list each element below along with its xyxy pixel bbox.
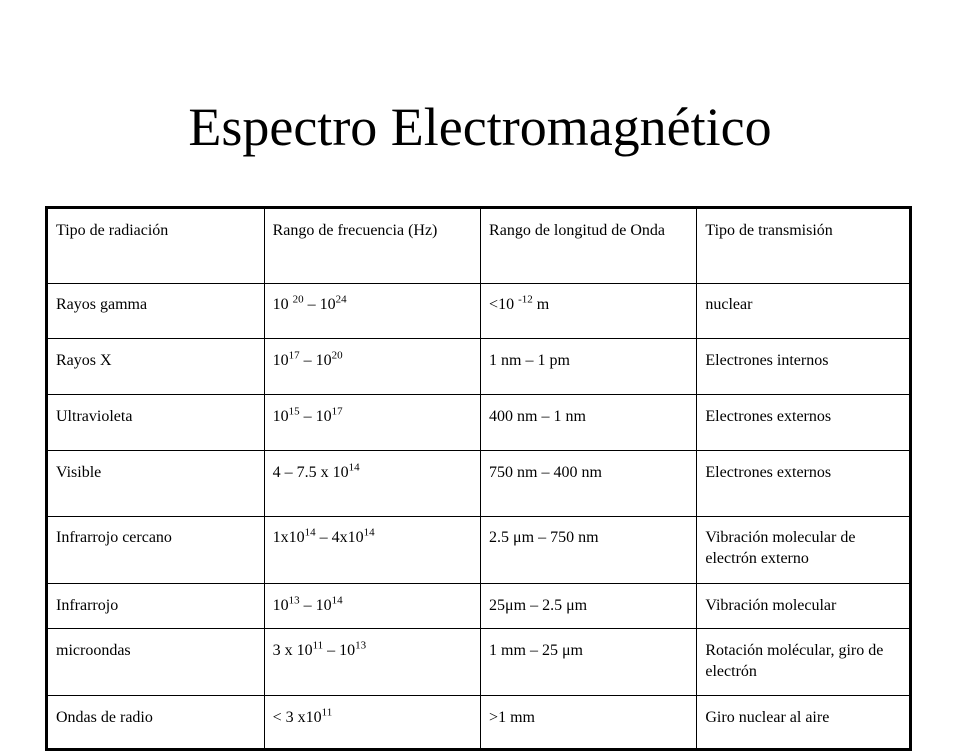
freq-separator: – 10 <box>299 408 332 425</box>
freq-base-a: 10 <box>272 352 289 369</box>
table-row <box>47 395 911 451</box>
table-header-row <box>47 208 911 284</box>
table-row <box>47 584 911 629</box>
freq-exponent-a: 13 <box>288 594 300 607</box>
cell-rango-frecuencia <box>264 339 480 395</box>
length-unit: m <box>532 296 550 313</box>
header-cell-tipo-transmision: Tipo de transmisión <box>697 208 911 284</box>
freq-base-a: 10 <box>272 408 289 425</box>
header-cell-rango-frecuencia: Rango de frecuencia (Hz) <box>264 208 480 284</box>
freq-exponent-a: 14 <box>304 526 316 539</box>
cell-rango-frecuencia <box>264 284 480 339</box>
cell-tipo-transmision: Vibración molecular <box>697 584 911 629</box>
freq-exponent-a: 11 <box>321 706 333 719</box>
freq-exponent-a: 15 <box>288 405 300 418</box>
cell-tipo-transmision: nuclear <box>697 284 911 339</box>
freq-separator: – 10 <box>323 642 356 659</box>
cell-rango-longitud <box>481 451 697 517</box>
cell-rango-longitud <box>481 629 697 696</box>
cell-tipo-transmision: Rotación molécular, giro de electrón <box>697 629 911 696</box>
table-row <box>47 696 911 750</box>
freq-separator: – 10 <box>299 597 332 614</box>
cell-tipo-radiacion: Infrarrojo <box>47 584 265 629</box>
cell-rango-longitud <box>481 395 697 451</box>
cell-rango-frecuencia <box>264 395 480 451</box>
freq-exponent-a: 17 <box>288 349 300 362</box>
freq-base-a: 1x10 <box>272 529 305 546</box>
table-row <box>47 284 911 339</box>
freq-separator: – 4x10 <box>315 529 364 546</box>
page-title: Espectro Electromagnético <box>188 97 772 157</box>
freq-base-a: 10 <box>272 296 293 313</box>
freq-base-a: 3 x 10 <box>272 642 313 659</box>
freq-exponent-a: 11 <box>312 639 324 652</box>
freq-base-a: 10 <box>272 597 289 614</box>
cell-tipo-radiacion: microondas <box>47 629 265 696</box>
length-text: 2.5 μm – 750 nm <box>489 529 599 546</box>
cell-tipo-radiacion: Rayos gamma <box>47 284 265 339</box>
cell-rango-frecuencia <box>264 629 480 696</box>
cell-rango-longitud <box>481 284 697 339</box>
table-row <box>47 629 911 696</box>
cell-tipo-transmision: Vibración molecular de electrón externo <box>697 517 911 584</box>
length-text: 750 nm – 400 nm <box>489 464 602 481</box>
freq-exponent-a: 14 <box>348 461 360 474</box>
spectrum-table <box>45 206 912 751</box>
header-cell-tipo-radiacion: Tipo de radiación <box>47 208 265 284</box>
freq-exponent-b: 17 <box>331 405 343 418</box>
cell-tipo-radiacion: Infrarrojo cercano <box>47 517 265 584</box>
cell-tipo-radiacion: Rayos X <box>47 339 265 395</box>
length-text: 1 nm – 1 pm <box>489 352 570 369</box>
table-row <box>47 339 911 395</box>
freq-separator: – 10 <box>303 296 336 313</box>
cell-rango-longitud <box>481 584 697 629</box>
cell-tipo-radiacion: Ondas de radio <box>47 696 265 750</box>
cell-rango-longitud <box>481 696 697 750</box>
freq-base-a: 4 – 7.5 x 10 <box>272 464 349 481</box>
cell-rango-longitud <box>481 339 697 395</box>
freq-exponent-b: 24 <box>335 293 347 306</box>
freq-separator: – 10 <box>299 352 332 369</box>
cell-rango-frecuencia <box>264 451 480 517</box>
cell-rango-frecuencia <box>264 517 480 584</box>
cell-tipo-radiacion: Ultravioleta <box>47 395 265 451</box>
length-text: 25μm – 2.5 μm <box>489 597 588 614</box>
cell-tipo-transmision: Electrones externos <box>697 395 911 451</box>
freq-exponent-b: 14 <box>363 526 375 539</box>
freq-exponent-b: 20 <box>331 349 343 362</box>
cell-tipo-transmision: Electrones externos <box>697 451 911 517</box>
length-text: <10 <box>489 296 519 313</box>
table-row <box>47 517 911 584</box>
cell-tipo-transmision: Electrones internos <box>697 339 911 395</box>
length-exponent: -12 <box>518 293 533 306</box>
freq-base-a: < 3 x10 <box>272 709 322 726</box>
length-text: >1 mm <box>489 709 535 726</box>
table-row <box>47 451 911 517</box>
length-text: 1 mm – 25 μm <box>489 642 583 659</box>
cell-rango-frecuencia <box>264 696 480 750</box>
cell-rango-frecuencia <box>264 584 480 629</box>
freq-exponent-a: 20 <box>292 293 304 306</box>
length-text: 400 nm – 1 nm <box>489 408 586 425</box>
cell-rango-longitud <box>481 517 697 584</box>
freq-exponent-b: 13 <box>355 639 367 652</box>
freq-exponent-b: 14 <box>331 594 343 607</box>
cell-tipo-transmision: Giro nuclear al aire <box>697 696 911 750</box>
header-cell-rango-longitud: Rango de longitud de Onda <box>481 208 697 284</box>
cell-tipo-radiacion: Visible <box>47 451 265 517</box>
